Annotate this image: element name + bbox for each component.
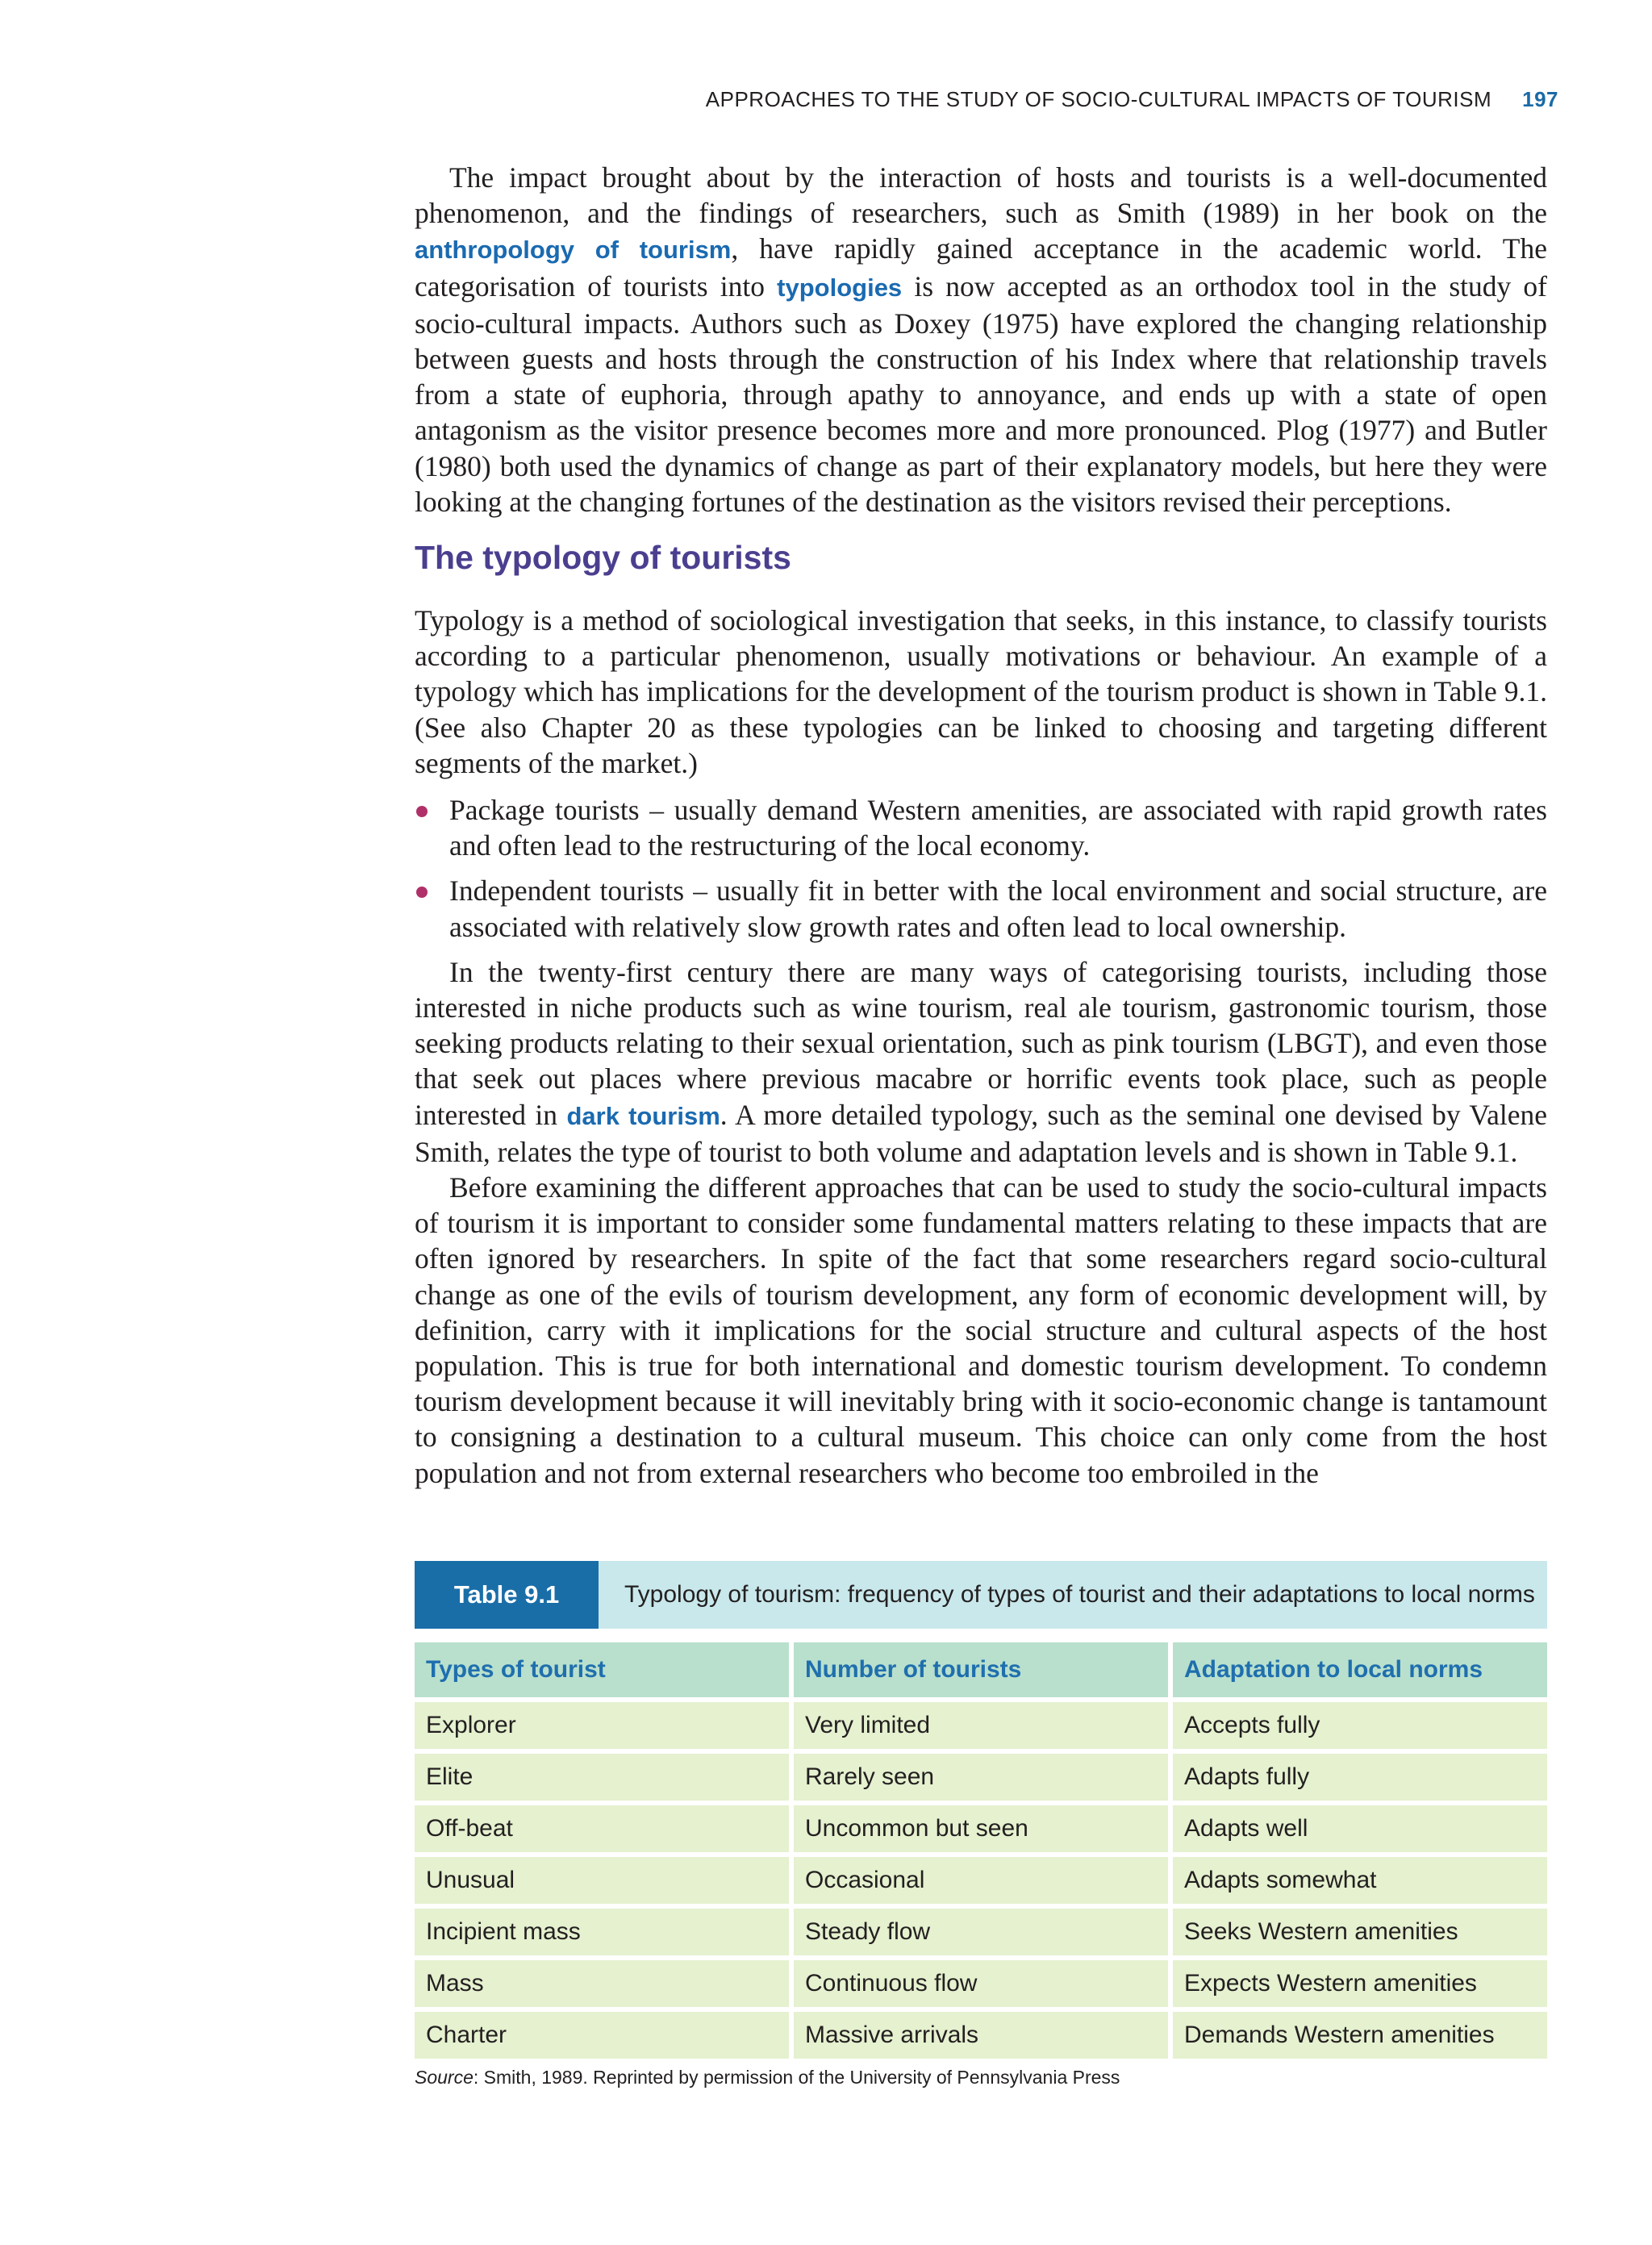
cell-type: Explorer xyxy=(415,1702,789,1749)
bullet-text: Independent tourists – usually fit in better with the local environment and social structure, are associated with relatively slow growth rates and often lead to local ownership. xyxy=(449,874,1547,943)
keyword-dark-tourism[interactable]: dark tourism xyxy=(566,1101,720,1130)
running-head-title: APPROACHES TO THE STUDY OF SOCIO-CULTURAL IMPACTS OF TOURISM xyxy=(705,87,1492,111)
cell-type: Unusual xyxy=(415,1857,789,1904)
table-label: Table 9.1 xyxy=(415,1561,599,1629)
page-number: 197 xyxy=(1522,87,1558,111)
bullet-item xyxy=(415,792,1547,863)
table-header-row xyxy=(415,1642,1547,1697)
table-row xyxy=(415,2012,1547,2059)
cell-adaptation: Adapts somewhat xyxy=(1173,1857,1547,1904)
paragraph-3-text-a: In the twenty-first century there are many ways of categorising tourists, including those interested in niche products such as wine tourism, real ale tourism, gastronomic tourism, those seeking products relating to their sexual orientation, such as pink tourism (LBGT), and even those that seek out places where previous macabre or horrific events took place, such as people interested in xyxy=(415,955,1547,1131)
cell-number: Uncommon but seen xyxy=(794,1805,1168,1852)
cell-adaptation: Adapts fully xyxy=(1173,1754,1547,1801)
table-source xyxy=(415,2067,1120,2089)
paragraph-1 xyxy=(415,160,1547,520)
source-label: Source xyxy=(415,2067,473,2088)
cell-number: Massive arrivals xyxy=(794,2012,1168,2059)
cell-type: Incipient mass xyxy=(415,1909,789,1955)
section-heading: The typology of tourists xyxy=(415,539,791,576)
cell-adaptation: Demands Western amenities xyxy=(1173,2012,1547,2059)
cell-adaptation: Expects Western amenities xyxy=(1173,1960,1547,2007)
bullet-item xyxy=(415,873,1547,944)
cell-number: Steady flow xyxy=(794,1909,1168,1955)
cell-type: Elite xyxy=(415,1754,789,1801)
table-row xyxy=(415,1960,1547,2007)
paragraph-3-text-b: . A more detailed typology, such as the seminal one devised by Valene Smith, relates the type of tourist to both volume and adaptation levels and is shown in Table 9.1. xyxy=(415,1098,1548,1168)
typology-block xyxy=(415,603,1547,1491)
table-row xyxy=(415,1857,1547,1904)
table-title-bar xyxy=(415,1561,1547,1629)
paragraph-4: Before examining the different approaches that can be used to study the socio-cultural impacts of tourism it is important to consider some fundamental matters relating to these impacts that are often ignored by researchers. In spite of the fact that some researchers regard socio-cultural change as one of the evils of tourism development, any form of economic development will, by definition, carry with it implications for the social structure and cultural aspects of the host population. This is true for both international and domestic tourism development. To condemn tourism development because it will inevitably bring with it socio-economic change is tantamount to consigning a destination to a cultural museum. This choice can only come from the host population and not from external researchers who become too embroiled in the xyxy=(415,1171,1547,1489)
cell-adaptation: Accepts fully xyxy=(1173,1702,1547,1749)
table-row xyxy=(415,1909,1547,1955)
paragraph-2: Typology is a method of sociological investigation that seeks, in this instance, to classify tourists according to a particular phenomenon, usually motivations or behaviour. An example of a typology which has implications for the development of the tourism product is shown in Table 9.1. (See also Chapter 20 as these typologies can be linked to choosing and targeting different segments of the market.) xyxy=(415,604,1547,779)
paragraph-1-text-b: , have rapidly gained acceptance in the academic world. The categorisation of tourists into xyxy=(415,232,1547,303)
paragraph-1-text-a: The impact brought about by the interaction of hosts and tourists is a well-documented phenomenon, and the findings of researchers, such as Smith (1989) in her book on the xyxy=(415,161,1547,230)
cell-number: Rarely seen xyxy=(794,1754,1168,1801)
keyword-anthropology-of-tourism[interactable]: anthropology of tourism xyxy=(415,236,732,265)
table-row xyxy=(415,1805,1547,1852)
header-adaptation: Adaptation to local norms xyxy=(1173,1642,1547,1697)
paragraph-3 xyxy=(415,954,1547,1170)
running-head xyxy=(0,87,1558,112)
cell-number: Occasional xyxy=(794,1857,1168,1904)
table-caption: Typology of tourism: frequency of types of tourist and their adaptations to local norms xyxy=(599,1561,1547,1629)
cell-adaptation: Seeks Western amenities xyxy=(1173,1909,1547,1955)
bullet-text: Package tourists – usually demand Western amenities, are associated with rapid growth rates and often lead to the restructuring of the local economy. xyxy=(449,794,1547,862)
bullet-list xyxy=(415,792,1547,945)
cell-type: Mass xyxy=(415,1960,789,2007)
cell-number: Very limited xyxy=(794,1702,1168,1749)
header-number-of-tourists: Number of tourists xyxy=(794,1642,1168,1697)
table-row xyxy=(415,1754,1547,1801)
cell-adaptation: Adapts well xyxy=(1173,1805,1547,1852)
cell-type: Charter xyxy=(415,2012,789,2059)
bullet-dot-icon xyxy=(416,806,428,817)
intro-block xyxy=(415,160,1547,520)
keyword-typologies[interactable]: typologies xyxy=(777,273,903,302)
header-types-of-tourist: Types of tourist xyxy=(415,1642,789,1697)
source-text: : Smith, 1989. Reprinted by permission of the University of Pennsylvania Press xyxy=(473,2067,1120,2088)
table-row xyxy=(415,1702,1547,1749)
cell-type: Off-beat xyxy=(415,1805,789,1852)
typology-table xyxy=(410,1638,1552,2063)
bullet-dot-icon xyxy=(416,887,428,898)
cell-number: Continuous flow xyxy=(794,1960,1168,2007)
paragraph-1-text-c: is now accepted as an orthodox tool in the study of socio-cultural impacts. Authors such as Doxey (1975) have explored the changing relationship between guests and hosts through the construction of his Index where that relationship travels from a state of euphoria, through apathy to annoyance, and ends up with a state of open antagonism as the visitor presence becomes more and more pronounced. Plog (1977) and Butler (1980) both used the dynamics of change as part of their explanatory models, but here they were looking at the changing fortunes of the destination as the visitors revised their perceptions. xyxy=(415,269,1547,518)
